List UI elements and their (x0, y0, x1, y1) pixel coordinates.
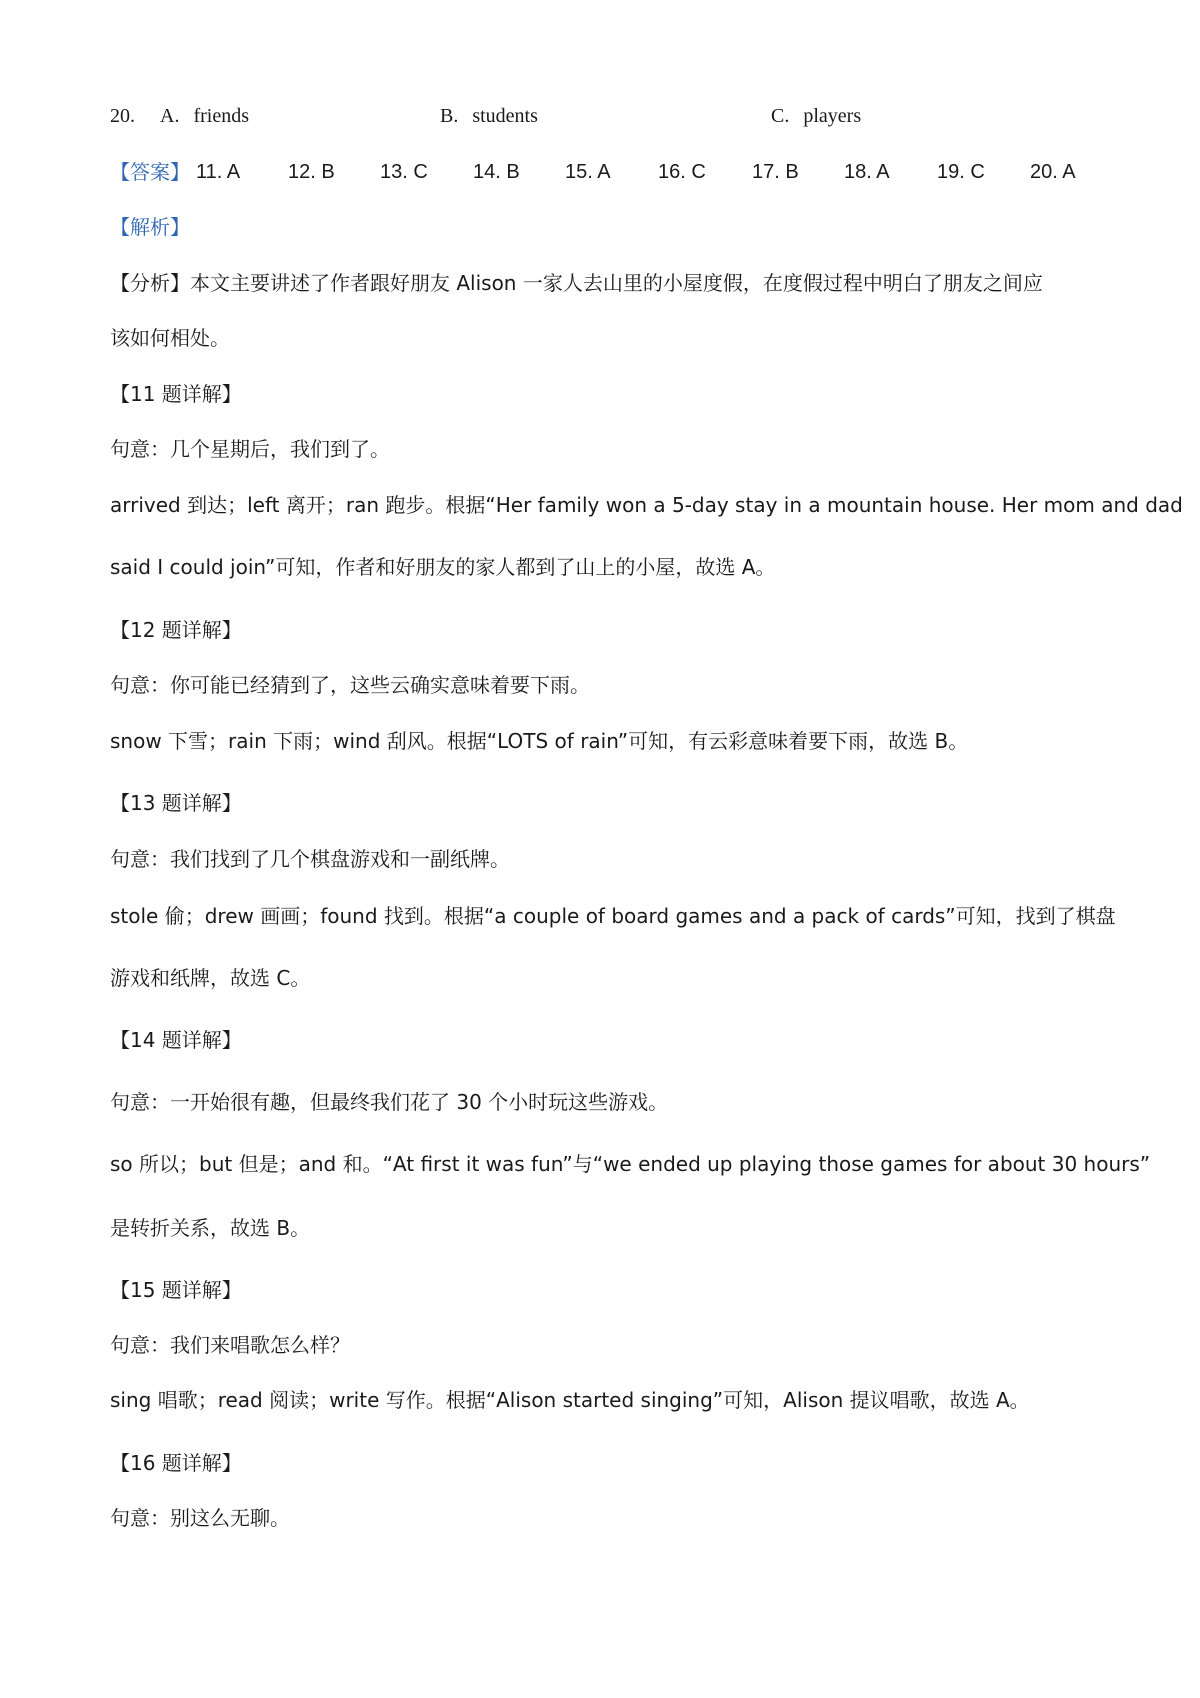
option-c-letter: C. (771, 105, 790, 127)
answer-item: 16. C (658, 161, 706, 183)
detail-sentence-14: 句意：一开始很有趣，但最终我们花了 30 个小时玩这些游戏。 (110, 1090, 669, 1114)
option-c-text: players (803, 105, 862, 127)
detail-explanation-13-line-1: stole 偷；drew 画画；found 找到。根据“a couple of board games and a pack of cards”可知，找到了棋盘 (110, 904, 1116, 928)
detail-explanation-15-line-1: sing 唱歌；read 阅读；write 写作。根据“Alison started singing”可知，Alison 提议唱歌，故选 A。 (110, 1388, 1030, 1412)
option-b (440, 102, 538, 130)
detail-explanation-14-line-2: 是转折关系，故选 B。 (110, 1216, 311, 1240)
detail-heading-14: 【14 题详解】 (110, 1028, 242, 1052)
detail-explanation-11-line-1: arrived 到达；left 离开；ran 跑步。根据“Her family won a 5-day stay in a mountain house. Her mom and dad (110, 493, 1183, 517)
summary-line-1: 【分析】本文主要讲述了作者跟好朋友 Alison 一家人去山里的小屋度假，在度假过程中明白了朋友之间应 (110, 271, 1043, 295)
answer-item: 11. A (196, 161, 241, 183)
option-a-letter: A. (160, 105, 180, 127)
answer-label: 【答案】 (110, 160, 190, 184)
option-b-text: students (472, 105, 538, 127)
summary-line-2: 该如何相处。 (110, 326, 230, 350)
detail-explanation-14-line-1: so 所以；but 但是；and 和。“At first it was fun”与“we ended up playing those games for about 30 hours” (110, 1152, 1151, 1176)
option-a-text: friends (193, 105, 249, 127)
detail-heading-12: 【12 题详解】 (110, 618, 242, 642)
detail-sentence-16: 句意：别这么无聊。 (110, 1506, 290, 1530)
answer-item: 15. A (565, 161, 611, 183)
detail-heading-16: 【16 题详解】 (110, 1451, 242, 1475)
detail-heading-13: 【13 题详解】 (110, 791, 242, 815)
question-20-number (110, 102, 135, 130)
answer-item: 14. B (473, 161, 520, 183)
question-number: 20. (110, 105, 135, 127)
detail-heading-11: 【11 题详解】 (110, 382, 242, 406)
option-a (160, 102, 249, 130)
detail-explanation-13-line-2: 游戏和纸牌，故选 C。 (110, 966, 311, 990)
answer-item: 19. C (937, 161, 985, 183)
analysis-label: 【解析】 (110, 215, 190, 239)
answer-item: 20. A (1030, 161, 1076, 183)
option-b-letter: B. (440, 105, 459, 127)
answer-item: 17. B (752, 161, 799, 183)
option-c (771, 102, 861, 130)
detail-explanation-12-line-1: snow 下雪；rain 下雨；wind 刮风。根据“LOTS of rain”可知，有云彩意味着要下雨，故选 B。 (110, 729, 969, 753)
detail-sentence-11: 句意：几个星期后，我们到了。 (110, 437, 390, 461)
detail-heading-15: 【15 题详解】 (110, 1278, 242, 1302)
detail-sentence-15: 句意：我们来唱歌怎么样？ (110, 1333, 350, 1357)
detail-explanation-11-line-2: said I could join”可知，作者和好朋友的家人都到了山上的小屋，故选 A。 (110, 555, 776, 579)
answer-item: 12. B (288, 161, 335, 183)
detail-sentence-12: 句意：你可能已经猜到了，这些云确实意味着要下雨。 (110, 673, 590, 697)
detail-sentence-13: 句意：我们找到了几个棋盘游戏和一副纸牌。 (110, 847, 510, 871)
answer-item: 13. C (380, 161, 428, 183)
answer-item: 18. A (844, 161, 890, 183)
